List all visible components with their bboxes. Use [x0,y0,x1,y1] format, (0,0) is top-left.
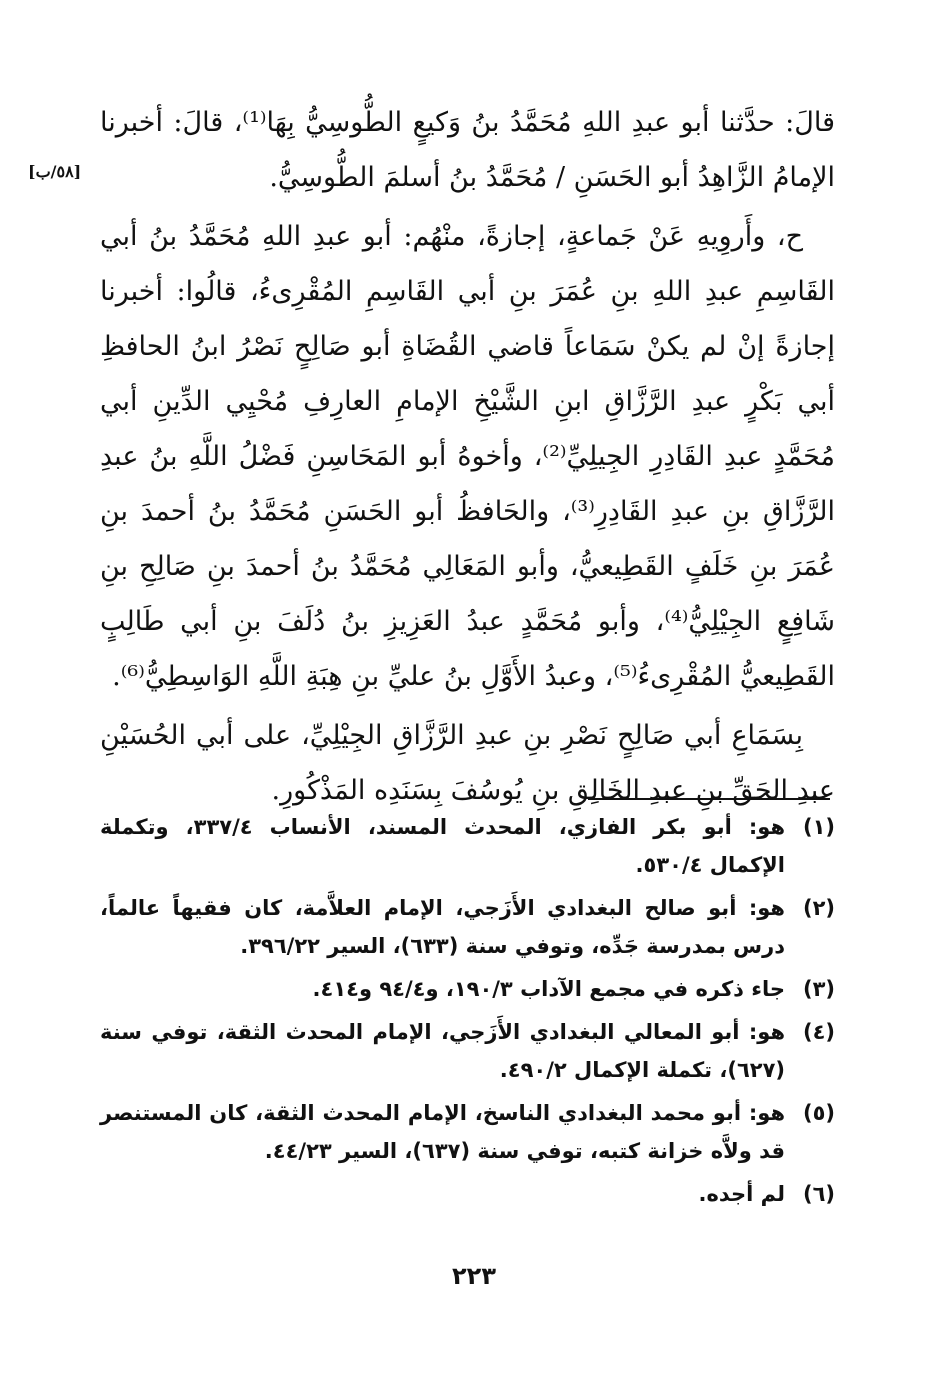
footnote-number: (٢) [802,896,835,920]
footnote-item [100,1175,835,1213]
footnote-text: لم أجده. [698,1182,785,1206]
footnote-text: هو: أبو المعالي البغدادي الأَزَجي، الإمام المحدث الثقة، توفي سنة (٦٢٧)، تكملة الإكمال ٤٩٠/٢. [100,1020,785,1082]
footnote-item [100,970,835,1008]
footnote-text: جاء ذكره في مجمع الآداب ١٩٠/٣، و٩٤/٤ و٤١٤. [312,977,785,1001]
footnotes-section [100,808,835,1218]
body-paragraph-3: بِسَمَاعِ أبي صَالِحٍ نَصْرِ بنِ عبدِ الرَّزَّاقِ الجِيْلِيِّ، على أبي الحُسَيْنِ عبدِ الحَقِّ بنِ عبدِ الخَالِقِ بنِ يُوسُفَ بِسَنَدِه المَذْكُورِ. [100,720,835,806]
footnote-number: (٤) [802,1020,835,1044]
footnote-item [100,1094,835,1170]
footnote-number: (٣) [802,977,835,1001]
footnote-text: هو: أبو صالح البغدادي الأَزَجي، الإمام العلاَّمة، كان فقيهاً عالماً، درس بمدرسة جَدِّه، وتوفي سنة (٦٣٣)، السير ٣٩٦/٢٢. [100,896,785,958]
footnote-number: (٥) [802,1101,835,1125]
main-text-body [100,95,835,818]
page-number: ٢٢٣ [452,1262,496,1290]
footnote-item [100,1013,835,1089]
body-paragraph-1: قالَ: حدَّثنا أبو عبدِ اللهِ مُحَمَّدُ بنُ وَكيعٍ الطُّوسِيُّ بِهَا⁽¹⁾، قالَ: أخبرنا الإمامُ الزَّاهِدُ أبو الحَسَنِ / مُحَمَّدُ بنُ أسلمَ الطُّوسِيُّ. [100,107,835,193]
footnote-text: هو: أبو بكر الفازي، المحدث المسند، الأنساب ٣٣٧/٤، وتكملة الإكمال ٥٣٠/٤. [100,815,786,877]
footnote-item [100,889,835,965]
footnote-item [100,808,835,884]
footnote-number: (٦) [802,1182,835,1206]
footnote-separator-line [588,798,830,800]
footnote-text: هو: أبو محمد البغدادي الناسخ، الإمام المحدث الثقة، كان المستنصر قد ولاَّه خزانة كتبه، توفي سنة (٦٣٧)، السير ٤٤/٢٣. [100,1101,785,1163]
manuscript-folio-marker: [٥٨/ب] [28,162,82,181]
body-paragraph-2: ح، وأَروِيهِ عَنْ جَماعةٍ، إجازةً، منْهُم: أبو عبدِ اللهِ مُحَمَّدُ بنُ أبي القَاسِمِ عبدِ اللهِ بنِ عُمَرَ بنِ أبي القَاسِمِ المُقْرِىءُ، قالُوا: أخبرنا إجازةً إنْ لم يكنْ سَمَاعاً قاضي القُضَاةِ أبو صَالِحٍ نَصْرُ ابنُ الحافظِ أبي بَكْرٍ عبدِ الرَّزَّاقِ ابنِ الشَّيْخِ الإمامِ العارِفِ مُحْيِي الدِّينِ أبي مُحَمَّدٍ عبدِ القَادِرِ الجِيلِيِّ⁽²⁾، وأخوهُ أبو المَحَاسِنِ فَضْلُ اللَّهِ بنُ عبدِ الرَّزَّاقِ بنِ عبدِ القَادِرِ⁽³⁾، والحَافظُ أبو الحَسَنِ مُحَمَّدُ بنُ أحمدَ بنِ عُمَرَ بنِ خَلَفٍ القَطِيعيُّ، وأبو المَعَالِي مُحَمَّدُ بنُ أحمدَ بنِ صَالِحِ بنِ شَافِعٍ الجِيْلِيُّ⁽⁴⁾، وأبو مُحَمَّدٍ عبدُ العَزِيزِ بنُ دُلَفَ بنِ أبي طَالِبٍ القَطِيعيُّ المُقْرِىءُ⁽⁵⁾، وعبدُ الأَوَّلِ بنُ عليِّ بنِ هِبَةِ اللَّهِ الوَاسِطِيُّ⁽⁶⁾. [100,221,836,692]
footnote-number: (١) [802,815,835,839]
